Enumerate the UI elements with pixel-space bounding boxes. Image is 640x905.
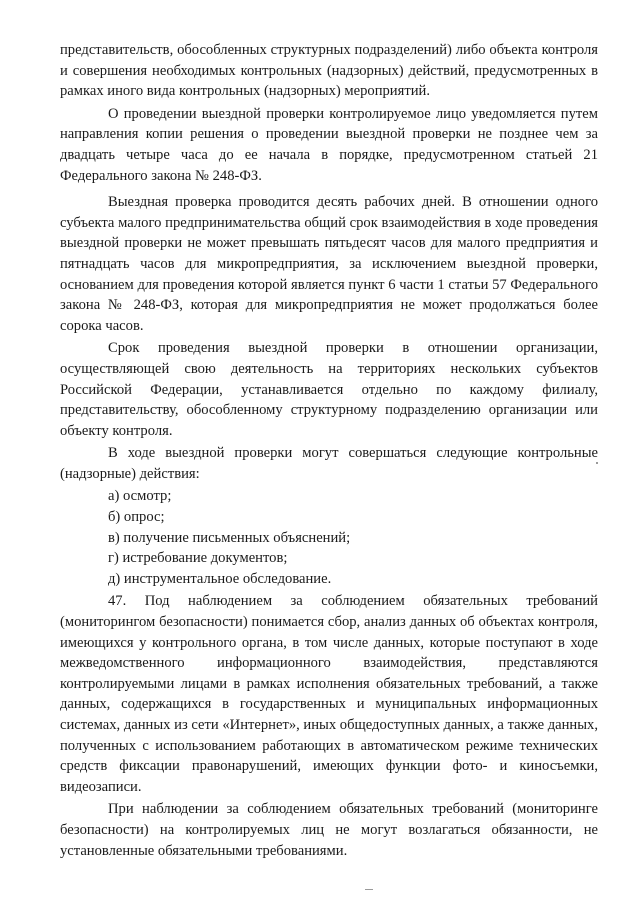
paragraph-duration: Выездная проверка проводится десять рабочих дней. В отношении одного субъекта малого предпринимательства общий срок взаимодействия в ходе проведения выездной проверки не может превышать пятьдесят часов для малого предприятия и пятнадцать часов для микропредприятия, за исключением выездной проверки, основанием для проведения которой является пункт 6 части 1 статьи 57 Федерального закона № 248-ФЗ, которая для микропредприятия не может продолжаться более сорока часов. (60, 194, 598, 334)
action-item-documents: г) истребование документов; (108, 550, 288, 567)
paragraph-actions-intro: В ходе выездной проверки могут совершаться следующие контрольные (надзорные) действия: (60, 445, 598, 482)
action-item-instrumental: д) инструментальное обследование. (108, 570, 332, 587)
document-page (60, 40, 598, 861)
paragraph-multi-region: Срок проведения выездной проверки в отношении организации, осуществляющей свою деятельность на территориях нескольких субъектов Российской Федерации, устанавливается отдельно по каждому филиалу, представительству, обособленному структурному подразделению организации или объекту контроля. (60, 340, 598, 439)
action-item-inspection: а) осмотр; (108, 488, 172, 505)
scan-speck (365, 889, 373, 890)
scan-speck (596, 462, 598, 464)
paragraph-notification: О проведении выездной проверки контролируемое лицо уведомляется путем направления копии решения о проведении выездной проверки не позднее чем за двадцать четыре часа до ее начала в порядке, предусмотренном статьей 21 Федерального закона № 248-ФЗ. (60, 105, 598, 184)
paragraph-monitoring-obligations: При наблюдении за соблюдением обязательных требований (мониторинге безопасности) на контролируемых лиц не могут возлагаться обязанности, не установленные обязательными требованиями. (60, 801, 598, 859)
action-item-survey: б) опрос; (108, 509, 165, 526)
action-item-explanations: в) получение письменных объяснений; (108, 529, 351, 546)
paragraph-continuation: представительств, обособленных структурных подразделений) либо объекта контроля и совершения необходимых контрольных (надзорных) действий, предусмотренных в рамках иного вида контрольных (надзорных) мероприятий. (60, 42, 598, 100)
paragraph-47-monitoring: 47. Под наблюдением за соблюдением обязательных требований (мониторингом безопасности) понимается сбор, анализ данных об объектах контроля, имеющихся у контрольного органа, в том числе данных, которые поступают в ходе межведомственного информационного взаимодействия, представляются контролируемыми лицами в рамках исполнения обязательных требований, а также данных, содержащихся в государственных и муниципальных информационных системах, данных из сети «Интернет», иных общедоступных данных, а также данных, полученных с использованием работающих в автоматическом режиме технических средств фиксации правонарушений, имеющих функции фото- и киносъемки, видеозаписи. (60, 593, 598, 795)
